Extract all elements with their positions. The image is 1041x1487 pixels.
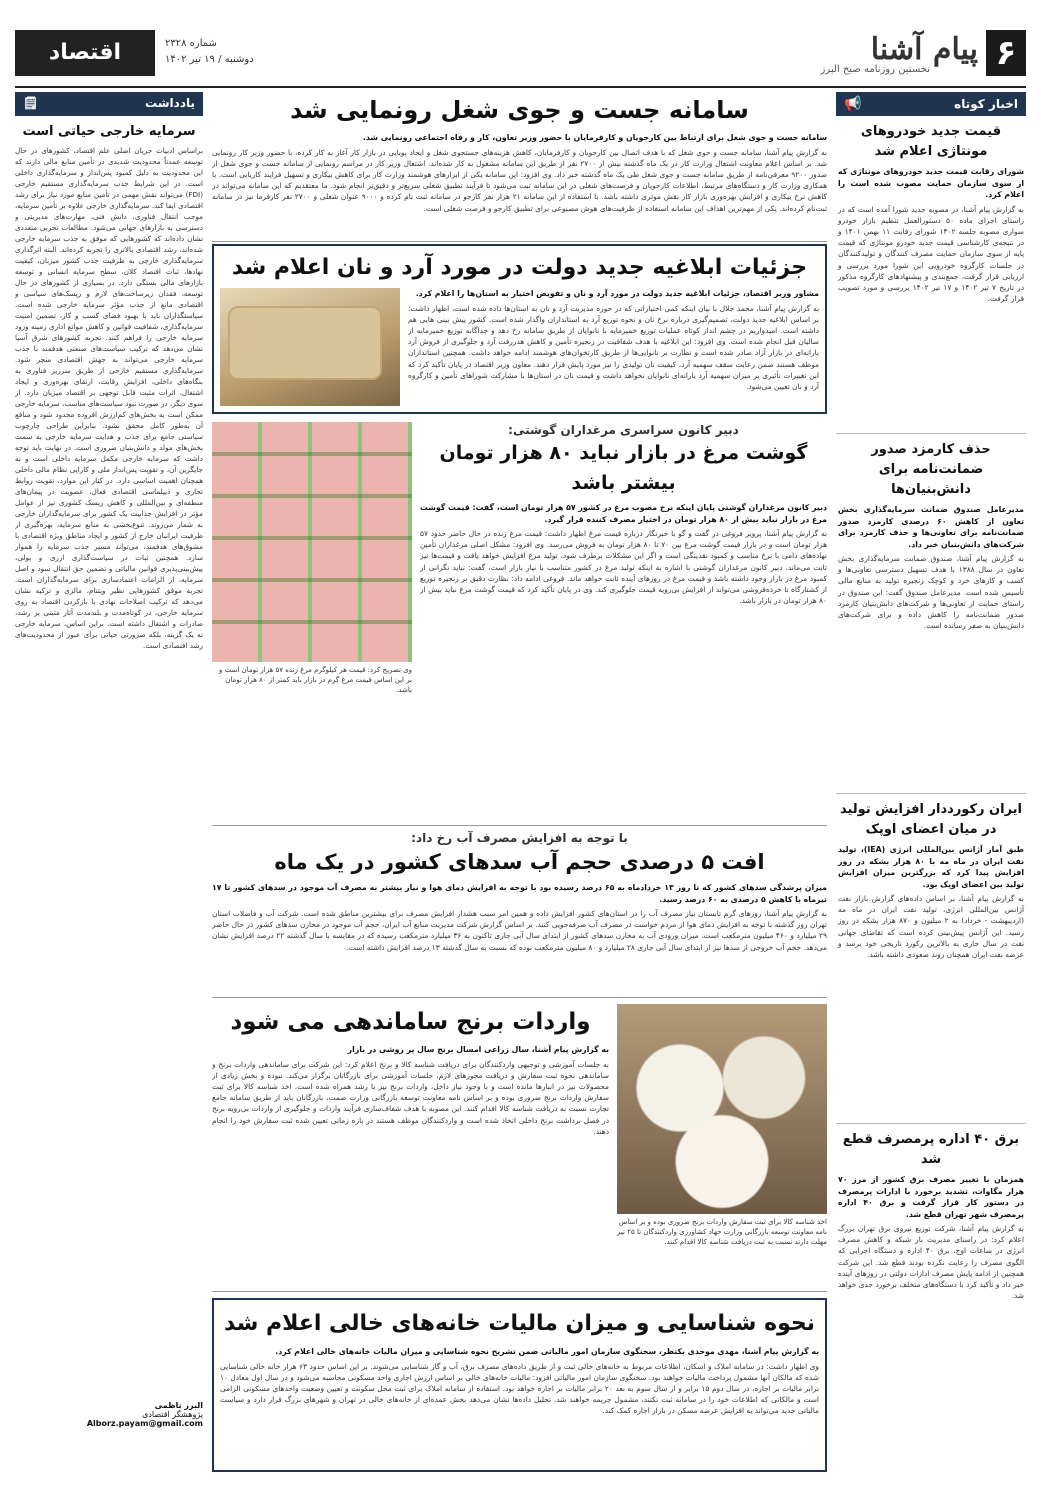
note-column [15,92,203,1472]
news-item-title: برق ۴۰ اداره پرمصرف قطع شد [842,1132,1020,1167]
author-email[interactable]: Alborz.payam@gmail.com [86,1419,203,1428]
photo-caption: اخذ شناسه کالا برای ثبت سفارش واردات برنج ضروری بوده و بر اساس نامه معاونت توسعه بازرگانی وزارت جهاد کشاورزی واردکنندگان تا ۲۵ تیر مهلت دارند نسبت به ثبت دریافت شناسه کالا اقدام کنند. [617,1218,827,1246]
issue-date: دوشنبه / ۱۹ تیر ۱۴۰۲ [165,54,254,65]
news-item-lede: همزمان با تغییر مصرف برق کشور از مرز ۷۰ هزار مگاوات، تشدید برخورد با ادارات پرمصرف در دستور کار قرار گرفت و برق ۴۰ اداره پرمصرف شهر تهران قطع شد. [838,1175,1025,1219]
story-headline: نحوه شناسایی و میزان مالیات خانه‌های خالی اعلام شد [223,1311,815,1336]
story-bread-flour [212,244,827,414]
story-job-portal [212,92,827,242]
story-lede: به گزارش پیام آشنا، مهدی موحدی بکنظر، سخنگوی سازمان امور مالیاتی ضمن تشریح نحوه شناسایی و میزان مالیات خانه‌های خالی اعلام کرد. [275,1347,819,1356]
section-label: اقتصاد [15,30,155,76]
issue-info [165,36,254,68]
news-item-lede: طبق آمار آژانس بین‌المللی انرژی (IEA)، تولید نفت ایران در ماه مه با ۸۰ هزار بشکه در روز افزایش پیدا کرد که بزرگترین میزان افزایش تولید بین اعضای اوپک بود. [838,845,1024,889]
page-number: ۶ [986,30,1026,76]
issue-number: شماره ۲۳۲۸ [165,38,217,49]
story-kicker: دبیر کانون سراسری مرغداران گوشتی: [508,423,739,437]
short-news-title: اخبار کوتاه [954,97,1018,111]
story-headline: سامانه جست و جوی شغل رونمایی شد [290,96,749,124]
chicken-photo [212,422,412,662]
story-chicken-price [212,422,827,826]
notepad-icon: 🗒 [23,96,39,110]
news-item-title: قیمت جدید خودروهای مونتاژی اعلام شد [860,124,1002,159]
story-lede: سامانه جست و جوی شغل برای ارتباط بین کارجویان و کارفرمایان با حضور وزیر تعاون، کار و رفاه اجتماعی رونمایی شد. [362,133,827,142]
masthead [15,30,1026,88]
author-name: البرز ناظمی [154,1401,203,1410]
story-headline: گوشت مرغ در بازار نباید ۸۰ هزار تومان بیشتر باشد [439,442,808,494]
story-lede: مشاور وزیر اقتصاد، جزئیات ابلاغیه جدید دولت در مورد آرد و نان و تفویض اختیار به استان‌ها را اعلام کرد. [415,289,819,298]
newspaper-logo: پیام آشنا [870,32,978,67]
newspaper-tagline: نخستین روزنامه صبح البرز [820,64,930,75]
news-item-body: به گزارش پیام آشنا، بر اساس داده‌های گزارش بازار نفت آژانس بین‌المللی انرژی، تولید نفت ایران در ماه مه (اردیبهشت - خرداد) به ۲ میلیون و ۸۷۰ هزار بشکه در روز رسید. این آژانس پیش‌بینی کرده است که تقاضای جهانی نفت در سال جاری به بالاترین رکورد تاریخی خود برسد و عرضه نفت ایران همچنان روند صعودی داشته باشد. [838,894,1024,960]
photo-caption: وی تصریح کرد: قیمت هر کیلوگرم مرغ زنده ۵۷ هزار تومان است و بر این اساس قیمت مرغ گرم در بازار باید کمتر از ۸۰ هزار تومان باشد. [219,666,412,694]
short-news-header [836,92,1026,116]
news-item [836,1124,1026,1464]
story-headline: واردات برنج ساماندهی می شود [230,1009,591,1035]
story-kicker: با توجه به افزایش مصرف آب رخ داد: [411,831,628,845]
news-item-body: به گزارش پیام آشنا، صندوق ضمانت سرمایه‌گذاری بخش تعاون در سال ۱۳۸۸ با هدف تسهیل دسترسی تعاونی‌ها و کسب و کارهای خرد و کوچک زنجیره تولید به منابع مالی تأسیس شده است. مدیرعامل صندوق گفت: این صندوق در راستای حمایت از تعاونی‌ها و شرکت‌های دانش‌بنیان کارمزد صدور ضمانت‌نامه را کاهش داده و برای شرکت‌های دانش‌بنیان به صفر رسانده است. [838,554,1025,631]
news-item-lede: مدیرعامل صندوق ضمانت سرمایه‌گذاری بخش تعاون از کاهش ۶۰ درصدی کارمزد صدور ضمانت‌نامه برای تعاونی‌ها و حذف کارمزد برای شرکت‌های دانش‌بنیان خبر داد. [838,505,1024,549]
story-lede: به گزارش پیام آشنا، سال زراعی امسال برنج سال پر روشی در بازار [347,1045,609,1054]
news-item [836,116,1026,434]
story-headline: جزئیات ابلاغیه جدید دولت در مورد آرد و نان اعلام شد [231,255,808,280]
story-rice-import [212,1004,827,1292]
note-title: سرمایه خارجی حیاتی است [22,124,196,139]
masthead-rule [15,86,1026,88]
note-body: براساس ادبیات جریان اصلی علم اقتصاد، کشورهای در حال توسعه عمدتاً محدودیت شدیدی در تأمین منابع مالی دارند که این محدودیت به دلیل کمبود پس‌انداز و سرمایه‌گذاری داخلی است. در این شرایط جذب سرمایه‌گذاری مستقیم خارجی (FDI) می‌تواند نقش مهمی در تأمین منابع مورد نیاز برای رشد اقتصادی ایفا کند. سرمایه‌گذاری خارجی علاوه بر تأمین سرمایه، موجب انتقال فناوری، دانش فنی، مهارت‌های مدیریتی و دسترسی به بازارهای جهانی می‌شود. مطالعات تجربی متعددی نشان داده‌اند که کشورهایی که موفق به جذب سرمایه خارجی شده‌اند، رشد اقتصادی بالاتری را تجربه کرده‌اند. البته اثرگذاری سرمایه‌گذاری خارجی به ظرفیت جذب کشور میزبان، کیفیت نهادها، ثبات اقتصاد کلان، سطح سرمایه انسانی و توسعه بازارهای مالی بستگی دارد. در بسیاری از کشورهای در حال توسعه، فقدان زیرساخت‌های لازم و ریسک‌های سیاسی و اقتصادی مانع از جذب مؤثر سرمایه خارجی شده است. سیاستگذاران باید با بهبود فضای کسب و کار، تضمین امنیت سرمایه‌گذاری، شفافیت قوانین و کاهش موانع اداری زمینه ورود سرمایه خارجی را فراهم کنند. تجربه کشورهای شرق آسیا نشان می‌دهد که ترکیب سیاست‌های صنعتی هدفمند با جذب سرمایه خارجی می‌تواند به جهش اقتصادی منجر شود. سرمایه‌گذاری مستقیم خارجی از طریق سرریز فناوری به بنگاه‌های داخلی، افزایش رقابت، ارتقای بهره‌وری و ایجاد اشتغال، اثرات مثبت قابل توجهی بر اقتصاد میزبان دارد. از سوی دیگر، در صورت نبود سیاست‌های مناسب، سرمایه خارجی ممکن است به بخش‌های کم‌ارزش افزوده محدود شود و منافع آن به‌طور کامل محقق نشود. بنابراین طراحی چارچوب سیاستی جامع برای جذب و هدایت سرمایه خارجی به سمت بخش‌های مولد و دانش‌بنیان ضروری است. در نهایت باید توجه داشت که سرمایه خارجی مکمل سرمایه داخلی است و نه جایگزین آن، و تقویت پس‌انداز ملی و کارایی نظام مالی داخلی همچنان اهمیت اساسی دارد. در کنار این موارد، تقویت روابط تجاری و دیپلماسی اقتصادی فعال، عضویت در پیمان‌های منطقه‌ای و بین‌المللی و کاهش ریسک کشوری نیز از عوامل مؤثر در افزایش جذابیت یک کشور برای سرمایه‌گذاران خارجی به شمار می‌روند. تنوع‌بخشی به منابع سرمایه، بهره‌گیری از ظرفیت ایرانیان خارج از کشور و ایجاد مناطق ویژه اقتصادی با مشوق‌های هدفمند، می‌تواند مسیر جذب سرمایه را هموار سازد. همچنین ثبات در سیاست‌گذاری ارزی و پولی، پیش‌بینی‌پذیری قوانین مالیاتی و تضمین حق انتقال سود و اصل سرمایه، از الزامات اعتمادسازی برای سرمایه‌گذاران است. تجربه موفق کشورهایی نظیر ویتنام، مالزی و ترکیه نشان می‌دهد که ترکیب اصلاحات نهادی با بازکردن اقتصاد به روی سرمایه خارجی، در کوتاه‌مدت و بلندمدت آثار مثبتی بر رشد، صادرات و اشتغال داشته است. براین اساس، سرمایه خارجی نه یک گزینه، بلکه ضرورتی حیاتی برای عبور از محدودیت‌های رشد اقتصادی است. [15,146,203,650]
note-header-label: یادداشت [145,96,195,110]
story-body: وی اظهار داشت: در سامانه املاک و اسکان، اطلاعات مربوط به خانه‌های خالی ثبت و از طریق داده‌های مصرف برق، آب و گاز شناسایی می‌شوند. بر این اساس حدود ۶۳ هزار خانه خالی شناسایی شده که مالکان آنها مشمول پرداخت مالیات خواهند بود. سخنگوی سازمان امور مالیاتی افزود: مالیات خانه‌های خالی بر اساس ارزش اجاری واحد مسکونی محاسبه می‌شود و در سال اول معادل ۱۰ برابر مالیات بر اجاره، در سال دوم ۱۵ برابر و از سال سوم به بعد ۲۰ برابر مالیات بر اجاره خواهد بود. استفاده از سامانه املاک برای ثبت محل سکونت و تعیین وضعیت واحدهای مسکونی الزامی است و مالکانی که اطلاعات خود را در سامانه ثبت نکنند، مشمول جریمه خواهند شد. تحلیل داده‌ها نشان می‌دهد بخش عمده‌ای از خانه‌های خالی در تهران و شهرهای بزرگ قرار دارد و سیاست مالیاتی جدید می‌تواند به افزایش عرضه مسکن در بازار اجاره کمک کند. [220,1361,819,1416]
story-lede: دبیر کانون مرغداران گوشتی پایان اینکه نرخ مصوب مرغ در کشور ۵۷ هزار تومان است، گفت: قیمت گوشت مرغ در بازار نباید بیش از ۸۰ هزار تومان در اختیار مصرف کننده قرار گیرد. [420,503,827,524]
news-item-body: به گزارش پیام آشنا، شرکت توزیع نیروی برق تهران بزرگ اعلام کرد: در راستای مدیریت بار شبکه و کاهش مصرف انرژی در ساعات اوج، برق ۴۰ اداره و دستگاه اجرایی که الگوی مصرف را رعایت نکرده بودند قطع شد. این شرکت همچنین از ادامه پایش مصرف ادارات دولتی در روزهای آینده خبر داد و تأکید کرد با دستگاه‌های متخلف برخورد جدی خواهد شد. [838,1224,1024,1301]
news-item-title: ایران رکورددار افزایش تولید در میان اعضای اوپک [839,802,1022,837]
news-item [836,434,1026,794]
story-headline: افت ۵ درصدی حجم آب سدهای کشور در یک ماه [274,850,765,874]
note-author [15,1401,203,1428]
short-news-column [836,92,1026,1472]
story-lede: میزان پرشدگی سدهای کشور که تا روز ۱۳ خردادماه به ۶۵ درصد رسیده بود با توجه به افزایش دمای هوا و نیاز بیشتر به مصرف آب موجود در سدهای کشور تا ۱۷ تیرماه با کاهش ۵ درصدی به ۶۰ درصد رسید. [212,883,827,904]
story-body: به گزارش پیام آشنا، روزهای گرم تابستان نیاز مصرف آب را در استان‌های کشور افزایش داده و همین امر سبب هشدار افزایش مصرف برای بیشترین مناطق شده است. شرکت آب و فاضلاب استان تهران روز گذشته با توجه به افزایش دمای هوا از مردم خواست در مصرف آب صرفه‌جویی کنند. بر اساس گزارش شرکت مدیریت منابع آب ایران، حجم آب موجود در مخازن سدهای کشور در حال حاضر ۲۹ میلیارد و ۴۶۰ میلیون مترمکعب است. میزان ورودی آب به مخازن سدهای کشور از ابتدای سال آبی جاری تاکنون به ۳۶ میلیارد مترمکعب رسیده که در مقایسه با سال گذشته ۲۲ درصد افزایش نشان می‌دهد. حجم آب خروجی از سدها نیز از ابتدای سال آبی جاری ۲۸ میلیارد و ۸۰ میلیون مترمکعب بوده که نسبت به سال گذشته ۱۳ درصد افزایش داشته است. [212,909,827,952]
story-dam-water [212,830,827,998]
news-item-title: حذف کارمزد صدور ضمانت‌نامه برای دانش‌بنیان‌ها [871,442,991,497]
story-empty-homes-tax [212,1298,827,1472]
chicken-trays [212,422,412,662]
megaphone-icon: 📢 [844,96,862,112]
news-item-body: به گزارش پیام آشنا، در مصوبه جدید شورا آمده است که در راستای اجرای ماده ۵۰ دستورالعمل تنظیم بازار خودرو سواری مصوبه جلسه ۱۴۰۲ شورای رقابت ۱۱ بهمن ۱۴۰۱ و در نتیجه‌ی کارشناسی قیمت جدید خودرو مونتاژی که قیمت پایه از سوی سازمان حمایت مصرف کنندگان و تولیدکنندگان در جلسات کارگروه خودرویی این شورا مورد بررسی و ارزیابی قرار گرفت، جمع‌بندی و پیشنهادهای کارگروه مذکور در تاریخ ۷ تیر ۱۴۰۲ و ۱۷ تیر ۱۴۰۲ بررسی و مورد تصویب قرار گرفت. [838,204,1024,304]
news-item [836,794,1026,1124]
news-item-lede: شورای رقابت قیمت جدید خودروهای مونتاژی که از سوی سازمان حمایت مصوب شده است را اعلام کرد. [838,167,1024,199]
author-role: پژوهشگر اقتصادی [142,1410,203,1419]
story-body: به گزارش پیام آشنا، محمد جلال با بیان اینکه کمی اختیاراتی که در حوزه مدیریت آرد و نان به استان‌ها داده شده است، اظهار داشت: بر اساس ابلاغیه جدید دولت، تصمیم‌گیری درباره نرخ نان و نحوه توزیع آرد به استانداران واگذار شده است. کشور پیش بینی هایی هم داشته است. امیدواریم در چشم انداز کوتاه عملیات توزیع خمیرمایه با نانوایان از طریق سامانه رخ دهد و جداگانه توزیع خمیرمایه از سالیان قبل انجام شده است. وی افزود: این ابلاغیه با هدف شفافیت در زنجیره تأمین و کاهش هدررفت آرد و جلوگیری از فروش آرد یارانه‌ای در بازار آزاد صادر شده است و نظارت بر نانوایی‌ها از طریق کارتخوان‌های هوشمند ادامه خواهد داشت. همچنین استانداران موظف هستند ضمن رعایت سقف سهمیه آرد، کیفیت نان تولیدی را نیز مورد پایش قرار دهند. معاون وزیر اقتصاد در پایان تأکید کرد که این تغییرات تأثیری بر میزان سهمیه آرد یارانه‌ای نانوایان نخواهد داشت و قیمت نان در استان‌ها با مشارکت شوراهای تأمین و کارگروه آرد و نان تعیین می‌شود. [408,303,819,391]
rice-sacks-photo [617,1004,827,1214]
story-body: به گزارش پیام آشنا، سامانه جست و جوی شغل که با هدف اتصال بین کارجویان و کارفرمایان، کاهش هزینه‌های جستجوی شغل و ایجاد پویایی در بازار کار آغاز به کار کرده، با حضور وزیر کار رونمایی شد. بر اساس اعلام معاونت اشتغال وزارت کار در یک ماه گذشته بیش از ۲۷۰۰ نفر از طریق این سامانه مشغول به کار شده‌اند. اشتغال وزیر کار در مراسم رونمایی از سامانه جست و جوی شغل از صدور ۹۲۰۰ معرفی‌نامه از طریق سامانه جست و جوی شغل طی یک ماه گذشته خبر داد. وی افزود: این سامانه یکی از ابزارهای هوشمند وزارت کار برای کاهش بیکاری و تسهیل فرایند کاریابی است. با همکاری وزارت کار و دستگاه‌های مرتبط، اطلاعات کارجویان و فرصت‌های شغلی در این سامانه ثبت می‌شود تا فرآیند تطبیق شغلی سریع‌تر و دقیق‌تر انجام شود. ما معتقدیم که این سامانه می‌تواند در کاهش نرخ بیکاری و افزایش بهره‌وری بازار کار نقش موثری داشته باشد. با استفاده از این سامانه ۲۱ هزار نفر کارجو در سامانه ثبت نام کرده و ۹۰۰۰ عنوان شغلی و ۲۷۰۰ نفر کارفرما نیز در سامانه ثبت‌نام کرده‌اند. یکی از مهم‌ترین اهداف این سامانه استفاده از ظرفیت‌های هوش مصنوعی برای تطبیق کارجو و فرصت شغلی است. [212,147,827,213]
bread-stack [230,308,380,378]
main-stories [212,92,827,1472]
bread-photo [220,288,400,406]
story-body: به گزارش پیام آشنا، پرویز فروغی در گفت و گو با خبرنگار درباره قیمت مرغ اظهار داشت: قیمت مرغ زنده در حال حاضر حدود ۵۷ هزار تومان است و در بازار قیمت گوشت مرغ بین ۷۰ تا ۸۰ هزار تومان به فروش می‌رسد. وی افزود: مشکل اصلی مرغداران تأمین نهاده‌های دامی با نرخ مناسب و کمبود نقدینگی است و اگر این مشکلات برطرف شود، تولید مرغ افزایش خواهد یافت و قیمت‌ها نیز ثابت می‌ماند. دبیر کانون مرغداران گوشتی با اشاره به اینکه تولید مرغ در کشور متناسب با نیاز بازار است، گفت: نباید نگرانی از کمبود مرغ در بازار وجود داشته باشد و قیمت مرغ در روزهای آینده ثابت خواهد ماند. فروغی ادامه داد: نظارت دقیق بر زنجیره توزیع از کشتارگاه تا خرده‌فروشی می‌تواند از افزایش بی‌رویه قیمت جلوگیری کند. وی در پایان تأکید کرد که قیمت گوشت مرغ نباید بیش از ۸۰ هزار تومان در بازار باشد. [420,529,827,606]
story-body: به جلسات آموزشی و توجیهی واردکنندگان برای دریافت شناسه کالا و برنج اعلام کرد: این شرکت برای ساماندهی واردات برنج و ساماندهی نحوه ثبت سفارش و دریافت مجوزهای لازم، جلسات آموزشی برای بازرگانان برگزار می‌کند. نبوده و بخش زیادی از محصولات نیز در انبارها مانده است و با وجود نیاز داخل، واردات برنج نیز با رشد همراه شده است. اخذ شناسه کالا برای ثبت سفارش واردات برنج ضروری بوده و بر اساس نامه معاونت توسعه بازرگانی وزارت صمت، بازرگانان باید از طریق سامانه جامع تجارت نسبت به دریافت شناسه کالا اقدام کنند. این مصوبه با هدف شفاف‌سازی فرآیند واردات و جلوگیری از واردات بی‌رویه برنج در فصل برداشت برنج داخلی اتخاذ شده است و واردکنندگان موظف هستند در بازه زمانی تعیین شده ثبت سفارش خود را انجام دهند. [212,1059,609,1136]
note-header [15,92,203,116]
